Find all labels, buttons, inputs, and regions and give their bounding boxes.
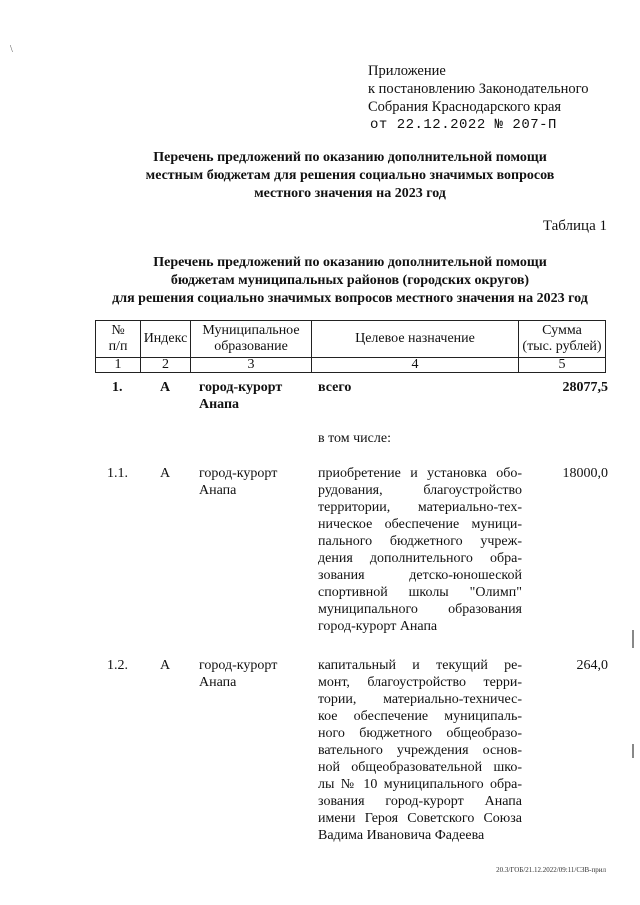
- purpose-line: Вадима Ивановича Фадеева: [318, 828, 485, 843]
- subtitle-line: бюджетам муниципальных районов (городских округов): [170, 273, 530, 288]
- title-line: местным бюджетам для решения социально значимых вопросов: [145, 168, 555, 183]
- purpose-line: дения дополнительного обра-: [318, 551, 522, 566]
- title-line: местного значения на 2023 год: [254, 186, 446, 201]
- subtitle-line: Перечень предложений по оказанию дополнительной помощи: [153, 255, 547, 270]
- header-num: № п/п: [96, 321, 141, 358]
- purpose-line: зования город-курорт Анапа: [318, 794, 522, 809]
- column-number: 1: [96, 358, 141, 373]
- header-municipality: Муниципальное образование: [191, 321, 312, 358]
- row-purpose: [318, 657, 522, 844]
- purpose-line: приобретение и установка обо-: [318, 466, 522, 481]
- row-sum: 264,0: [576, 658, 608, 673]
- column-number: 2: [141, 358, 191, 373]
- purpose-line: зования детско-юношеской: [318, 568, 522, 583]
- header-sum: Сумма (тыс. рублей): [519, 321, 606, 358]
- row-number: 1.2.: [107, 658, 128, 673]
- row-index: А: [160, 658, 171, 673]
- header-index: Индекс: [141, 321, 191, 358]
- row-number: 1.: [112, 380, 123, 395]
- row-purpose: всего: [318, 380, 352, 395]
- row-number: 1.1.: [107, 466, 128, 481]
- purpose-line: лы № 10 муниципального обра-: [318, 777, 522, 792]
- row-municipality: город-курорт Анапа: [199, 658, 278, 690]
- column-number: 3: [191, 358, 312, 373]
- scan-edge-mark: [632, 744, 634, 758]
- table-header: [95, 320, 606, 373]
- subtitle-line: для решения социально значимых вопросов местного значения на 2023 год: [112, 291, 588, 306]
- row-municipality: город-курорт Анапа: [199, 380, 283, 412]
- appendix-line: к постановлению Законодательного: [368, 81, 589, 97]
- purpose-line: пального бюджетного учреж-: [318, 534, 522, 549]
- purpose-line: монт, благоустройство терри-: [318, 675, 522, 690]
- appendix-line: Собрания Краснодарского края: [368, 99, 562, 115]
- row-note: в том числе:: [318, 431, 391, 446]
- purpose-line: рудования, благоустройство: [318, 483, 522, 498]
- row-municipality: город-курорт Анапа: [199, 466, 278, 498]
- resolution-stamp: от 22.12.2022 № 207-П: [370, 117, 557, 133]
- scan-edge-mark: [632, 630, 634, 648]
- footer-code: 20.3/ГОБ/21.12.2022/09:11/СЗВ-прил: [496, 866, 606, 874]
- appendix-line: Приложение: [368, 63, 446, 79]
- title-line: Перечень предложений по оказанию дополнительной помощи: [153, 150, 547, 165]
- purpose-line: вательного учреждения основ-: [318, 743, 522, 758]
- row-purpose: [318, 465, 522, 635]
- row-sum: 18000,0: [562, 466, 608, 481]
- table-title: [90, 254, 610, 308]
- purpose-line: капитальный и текущий ре-: [318, 658, 522, 673]
- purpose-line: территории, материально-тех-: [318, 500, 522, 515]
- row-sum: 28077,5: [562, 380, 608, 395]
- row-index: А: [160, 380, 171, 395]
- purpose-line: спортивной школы "Олимп": [318, 585, 522, 600]
- column-number-row: [96, 358, 606, 373]
- purpose-line: муниципального образования: [318, 602, 522, 617]
- purpose-line: имени Героя Советского Союза: [318, 811, 522, 826]
- purpose-line: кое обеспечение муниципаль-: [318, 709, 522, 724]
- header-purpose: Целевое назначение: [312, 321, 519, 358]
- purpose-line: ного бюджетного общеобразо-: [318, 726, 522, 741]
- appendix-block: [368, 62, 589, 134]
- table-label: Таблица 1: [542, 218, 607, 234]
- column-number: 4: [312, 358, 519, 373]
- header-row: [96, 321, 606, 358]
- purpose-line: ническое обеспечение муници-: [318, 517, 522, 532]
- purpose-line: город-курорт Анапа: [318, 619, 438, 634]
- purpose-line: тории, материально-техничес-: [318, 692, 522, 707]
- column-number: 5: [519, 358, 606, 373]
- row-index: А: [160, 466, 171, 481]
- corner-mark: \: [10, 44, 13, 55]
- document-title: [90, 149, 610, 203]
- purpose-line: ной общеобразовательной шко-: [318, 760, 522, 775]
